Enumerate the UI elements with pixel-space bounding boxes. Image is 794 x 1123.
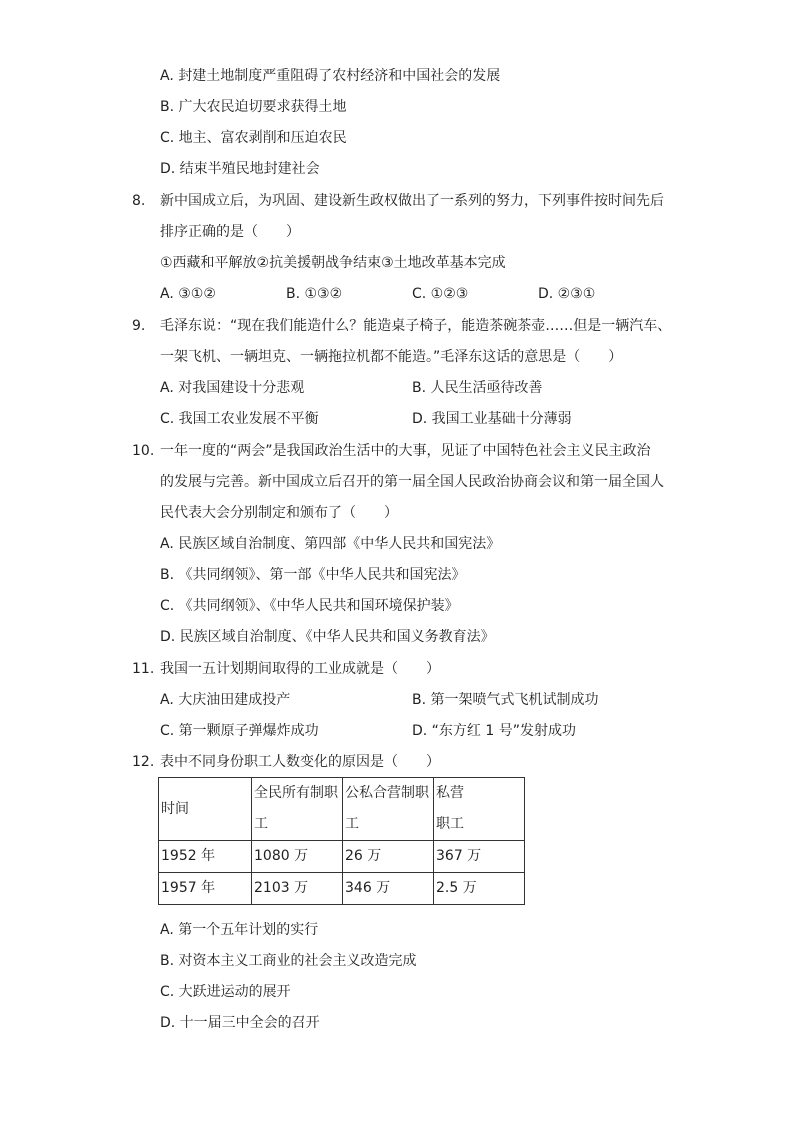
q8-option-c: C. ①②③	[412, 286, 469, 302]
q8-option-d: D. ②③①	[538, 286, 596, 302]
q10-number: 10.	[132, 443, 155, 459]
q12-option-a: A. 第一个五年计划的实行	[160, 922, 319, 938]
table-cell: 26 万	[343, 841, 434, 873]
table-cell: 1080 万	[252, 841, 343, 873]
q10-option-c: C. 《共同纲领》、《中华人民共和国环境保护装》	[160, 598, 459, 614]
table-cell: 346 万	[343, 873, 434, 905]
table-cell: 2103 万	[252, 873, 343, 905]
q8-events: ①西藏和平解放②抗美援朝战争结束③土地改革基本完成	[160, 255, 506, 271]
q11-option-c: C. 第一颗原子弹爆炸成功	[160, 723, 319, 739]
q9-number: 9.	[132, 318, 146, 334]
table-header-cell: 全民所有制职 工	[252, 778, 343, 841]
q8-option-a: A. ③①②	[160, 286, 216, 302]
q11-stem: 我国一五计划期间取得的工业成就是（ ）	[160, 661, 440, 677]
q10-option-d: D. 民族区域自治制度、《中华人民共和国义务教育法》	[160, 629, 495, 645]
q12-stem: 表中不同身份职工人数变化的原因是（ ）	[160, 754, 440, 770]
employee-table	[158, 777, 525, 905]
q8-number: 8.	[132, 193, 146, 209]
q7-option-a: A. 封建土地制度严重阻碍了农村经济和中国社会的发展	[160, 68, 501, 84]
table-cell: 2.5 万	[434, 873, 525, 905]
q11-option-d: D. “东方红 1 号”发射成功	[412, 723, 576, 739]
q11-option-a: A. 大庆油田建成投产	[160, 692, 291, 708]
q7-option-b: B. 广大农民迫切要求获得土地	[160, 99, 347, 115]
q9-option-a: A. 对我国建设十分悲观	[160, 380, 305, 396]
table-header-row	[159, 778, 525, 841]
table-header-cell: 公私合营制职 工	[343, 778, 434, 841]
q8-stem-line1: 新中国成立后，为巩固、建设新生政权做出了一系列的努力，下列事件按时间先后	[160, 193, 664, 209]
q7-option-d: D. 结束半殖民地封建社会	[160, 161, 320, 177]
q10-option-a: A. 民族区域自治制度、第四部《中华人民共和国宪法》	[160, 536, 501, 552]
q10-stem-line1: 一年一度的“两会”是我国政治生活中的大事，见证了中国特色社会主义民主政治	[160, 443, 651, 459]
table-header-cell: 时间	[159, 778, 252, 841]
q10-stem-line2: 的发展与完善。新中国成立后召开的第一届全国人民政治协商会议和第一届全国人	[160, 474, 664, 490]
q9-option-b: B. 人民生活亟待改善	[412, 380, 543, 396]
table-cell: 1952 年	[159, 841, 252, 873]
q12-option-c: C. 大跃进运动的展开	[160, 984, 291, 1000]
q9-stem-line1: 毛泽东说：“现在我们能造什么？能造桌子椅子，能造茶碗茶壶……但是一辆汽车、	[160, 318, 672, 334]
q10-option-b: B. 《共同纲领》、第一部《中华人民共和国宪法》	[160, 567, 466, 583]
table-cell: 367 万	[434, 841, 525, 873]
q11-option-b: B. 第一架喷气式飞机试制成功	[412, 692, 599, 708]
q12-option-d: D. 十一届三中全会的召开	[160, 1015, 320, 1031]
q9-stem-line2: 一架飞机、一辆坦克、一辆拖拉机都不能造。”毛泽东这话的意思是（ ）	[160, 349, 623, 365]
q9-option-c: C. 我国工农业发展不平衡	[160, 411, 319, 427]
table-header-cell: 私营 职工	[434, 778, 525, 841]
q8-stem-line2: 排序正确的是（ ）	[160, 224, 300, 240]
table-cell: 1957 年	[159, 873, 252, 905]
q10-stem-line3: 民代表大会分别制定和颁布了（ ）	[160, 505, 398, 521]
q11-number: 11.	[132, 661, 155, 677]
table-row	[159, 873, 525, 905]
table-row	[159, 841, 525, 873]
q8-option-b: B. ①③②	[286, 286, 343, 302]
q7-option-c: C. 地主、富农剥削和压迫农民	[160, 130, 347, 146]
q9-option-d: D. 我国工业基础十分薄弱	[412, 411, 572, 427]
q12-option-b: B. 对资本主义工商业的社会主义改造完成	[160, 953, 417, 969]
q12-number: 12.	[132, 754, 155, 770]
